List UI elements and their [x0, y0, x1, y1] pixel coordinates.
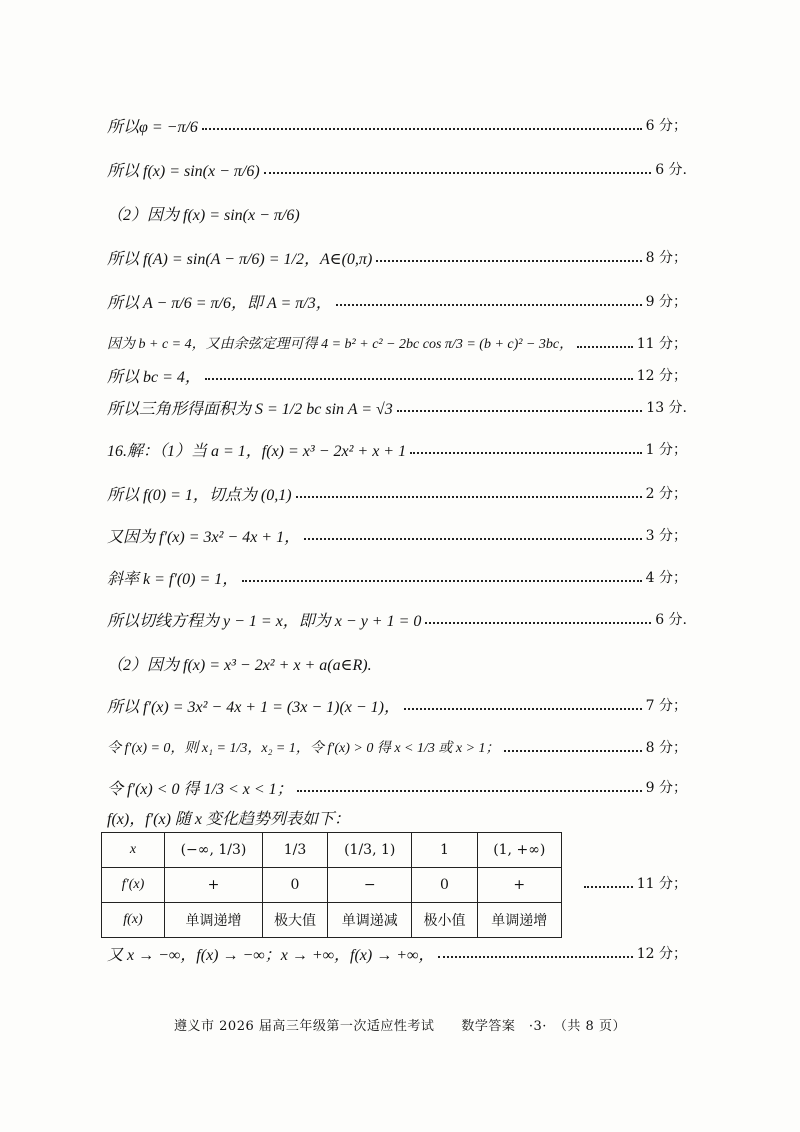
- line-text: 令 f′(x) = 0，则 x₁ = 1/3，x₂ = 1，令 f′(x) > 0 得 x < 1/3 或 x > 1；: [107, 741, 500, 756]
- solution-line: [107, 730, 687, 764]
- score-mark: 8 分；: [645, 250, 687, 266]
- solution-line: [107, 476, 687, 510]
- dot-leader: [296, 496, 642, 498]
- table-cell: f(x): [102, 903, 165, 938]
- line-text: 所以 A − π/6 = π/6，即 A = π/3，: [107, 294, 332, 312]
- solution-line: [107, 240, 687, 274]
- page-footer: 遵义市 2026 届高三年级第一次适应性考试 数学答案 ·3· （共 8 页）: [174, 1019, 626, 1034]
- dot-leader: [297, 790, 642, 792]
- score-mark: 6 分.: [655, 162, 687, 178]
- dot-leader: [202, 128, 642, 130]
- score-mark: 12 分；: [636, 946, 687, 962]
- score-mark: 9 分；: [645, 294, 687, 310]
- dot-leader: [577, 346, 633, 348]
- line-text: 所以三角形得面积为 S = 1/2 bc sin A = √3: [107, 400, 393, 418]
- line-text: 又 x → −∞，f(x) → −∞；x → +∞，f(x) → +∞，: [107, 946, 435, 964]
- table-row: [102, 833, 562, 868]
- table-cell: 1/3: [262, 833, 327, 868]
- trend-table: [101, 832, 562, 938]
- table-cell: (1/3, 1): [328, 833, 412, 868]
- solution-line: [107, 804, 687, 830]
- dot-leader: [404, 708, 642, 710]
- score-mark: 4 分；: [645, 570, 687, 586]
- line-text: 所以 f(A) = sin(A − π/6) = 1/2，A∈(0,π): [107, 250, 373, 268]
- table-cell: +: [165, 868, 263, 903]
- line-text: 因为 b + c = 4，又由余弦定理可得 4 = b² + c² − 2bc cos π/3 = (b + c)² − 3bc，: [107, 337, 574, 352]
- solution-line: [107, 518, 687, 552]
- line-text: （2）因为 f(x) = x³ − 2x² + x + a(a∈R).: [107, 656, 372, 674]
- solution-line: [107, 432, 687, 466]
- table-row: [102, 868, 562, 903]
- score-mark: 9 分；: [645, 780, 687, 796]
- score-mark: 6 分；: [645, 118, 687, 134]
- score-mark: 11 分；: [636, 876, 687, 892]
- score-mark: 13 分.: [646, 400, 687, 416]
- table-cell: (1, +∞): [477, 833, 561, 868]
- table-cell: 单调递增: [165, 903, 263, 938]
- line-text: 16.解：（1）当 a = 1，f(x) = x³ − 2x² + x + 1: [107, 442, 407, 460]
- line-text: 所以 f(x) = sin(x − π/6): [107, 162, 260, 180]
- table-cell: 极小值: [412, 903, 477, 938]
- solution-line: [107, 770, 687, 804]
- score-mark: 11 分；: [636, 336, 687, 352]
- dot-leader: [376, 260, 641, 262]
- dot-leader: [425, 622, 651, 624]
- score-mark: 2 分；: [645, 486, 687, 502]
- table-cell: 单调递减: [328, 903, 412, 938]
- dot-leader: [584, 886, 633, 888]
- dot-leader: [438, 956, 632, 958]
- score-mark: 12 分；: [636, 368, 687, 384]
- dot-leader: [336, 304, 642, 306]
- solution-line: [107, 560, 687, 594]
- table-score: [580, 866, 687, 900]
- solution-line: [107, 688, 687, 722]
- dot-leader: [410, 452, 642, 454]
- table-cell: f′(x): [102, 868, 165, 903]
- table-cell: 单调递增: [477, 903, 561, 938]
- line-text: 斜率 k = f′(0) = 1，: [107, 570, 239, 588]
- line-text: 所以 f(0) = 1，切点为 (0,1): [107, 486, 292, 504]
- solution-line: [107, 936, 687, 970]
- line-text: 所以φ = −π/6: [107, 118, 198, 136]
- table-row: [102, 903, 562, 938]
- dot-leader: [264, 172, 651, 174]
- solution-line: [107, 152, 687, 186]
- table-cell: 极大值: [262, 903, 327, 938]
- solution-line: [107, 602, 687, 636]
- dot-leader: [242, 580, 641, 582]
- solution-line: [107, 358, 687, 392]
- table-cell: (−∞, 1/3): [165, 833, 263, 868]
- score-mark: 6 分.: [655, 612, 687, 628]
- dot-leader: [205, 378, 633, 380]
- table-cell: 0: [412, 868, 477, 903]
- table-cell: x: [102, 833, 165, 868]
- solution-line: [107, 284, 687, 318]
- table-cell: +: [477, 868, 561, 903]
- score-mark: 8 分；: [645, 740, 687, 756]
- line-text: 所以 bc = 4，: [107, 368, 201, 386]
- solution-line: [107, 646, 687, 680]
- solution-line: [107, 390, 687, 424]
- dot-leader: [504, 750, 642, 752]
- table-cell: 0: [262, 868, 327, 903]
- line-text: 令 f′(x) < 0 得 1/3 < x < 1；: [107, 780, 293, 798]
- line-text: （2）因为 f(x) = sin(x − π/6): [107, 206, 300, 224]
- dot-leader: [304, 538, 642, 540]
- line-text: 又因为 f′(x) = 3x² − 4x + 1，: [107, 528, 301, 546]
- line-text: 所以切线方程为 y − 1 = x，即为 x − y + 1 = 0: [107, 612, 422, 630]
- table-cell: 1: [412, 833, 477, 868]
- line-text: f(x)，f′(x) 随 x 变化趋势列表如下：: [107, 810, 351, 828]
- score-mark: 3 分；: [645, 528, 687, 544]
- solution-line: [107, 196, 687, 230]
- score-mark: 7 分；: [645, 698, 687, 714]
- line-text: 所以 f′(x) = 3x² − 4x + 1 = (3x − 1)(x − 1)，: [107, 698, 401, 716]
- solution-line: [107, 326, 687, 360]
- solution-line: [107, 108, 687, 142]
- dot-leader: [397, 410, 642, 412]
- score-mark: 1 分；: [645, 442, 687, 458]
- table-cell: −: [328, 868, 412, 903]
